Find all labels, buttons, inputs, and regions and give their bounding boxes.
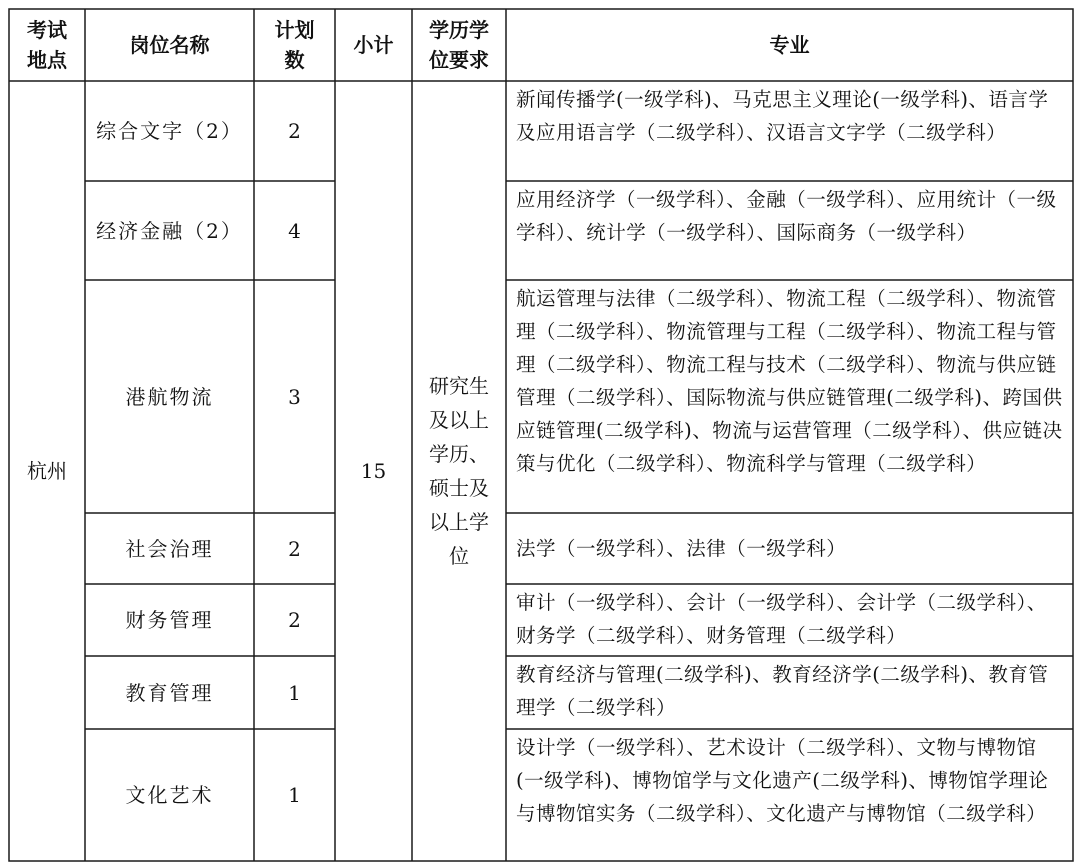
plan-count: 1	[288, 783, 301, 807]
header-major: 专业	[769, 33, 810, 57]
major-requirement: 设计学（一级学科）、艺术设计（二级学科）、文物与博物馆(一级学科)、博物馆学与文化遗产(二级学科)、博物馆学理论与博物馆实务（二级学科）、文化遗产与博物馆（二级学科）	[516, 736, 1049, 825]
major-requirement: 航运管理与法律（二级学科）、物流工程（二级学科）、物流管理（二级学科）、物流管理与工程（二级学科）、物流工程与管理（二级学科）、物流工程与技术（二级学科）、物流与供应链管理（二级学科）、国际物流与供应链管理(二级学科)、跨国供应链管理(二级学科)、物流与运营管理（二级学科）、供应链决策与优化（二级学科）、物流科学与管理（二级学科）	[516, 287, 1063, 475]
major-requirement: 应用经济学（一级学科）、金融（一级学科）、应用统计（一级学科）、统计学（一级学科）、国际商务（一级学科）	[516, 188, 1057, 244]
header-location: 考试 地点	[27, 18, 67, 72]
position-name: 社会治理	[125, 536, 214, 561]
position-name: 港航物流	[125, 384, 214, 409]
plan-count: 3	[288, 384, 301, 409]
plan-count: 2	[288, 536, 301, 561]
header-subtotal: 小计	[353, 33, 394, 57]
major-requirement: 教育经济与管理(二级学科)、教育经济学(二级学科)、教育管理学（二级学科）	[516, 663, 1049, 719]
plan-count: 4	[288, 218, 301, 243]
position-name: 综合文字（2）	[96, 119, 243, 143]
position-name: 经济金融（2）	[96, 218, 243, 243]
subtotal-value: 15	[360, 459, 387, 483]
plan-count: 1	[288, 680, 301, 705]
major-requirement: 法学（一级学科）、法律（一级学科）	[516, 537, 847, 560]
header-plan: 计划 数	[274, 18, 315, 72]
header-education: 学历学 位要求	[429, 18, 489, 72]
position-name: 教育管理	[125, 680, 214, 705]
position-name: 文化艺术	[125, 783, 214, 807]
plan-count: 2	[288, 119, 301, 143]
major-requirement: 新闻传播学(一级学科)、马克思主义理论(一级学科)、语言学及应用语言学（二级学科）、汉语言文字学（二级学科）	[516, 88, 1049, 144]
header-position: 岗位名称	[129, 33, 210, 57]
position-name: 财务管理	[125, 608, 214, 632]
exam-location: 杭州	[27, 459, 67, 483]
major-requirement: 审计（一级学科）、会计（一级学科）、会计学（二级学科）、财务学（二级学科）、财务管理（二级学科）	[516, 591, 1047, 647]
plan-count: 2	[288, 608, 301, 632]
education-requirement: 研究生 及以上 学历、 硕士及 以上学 位	[429, 374, 489, 568]
